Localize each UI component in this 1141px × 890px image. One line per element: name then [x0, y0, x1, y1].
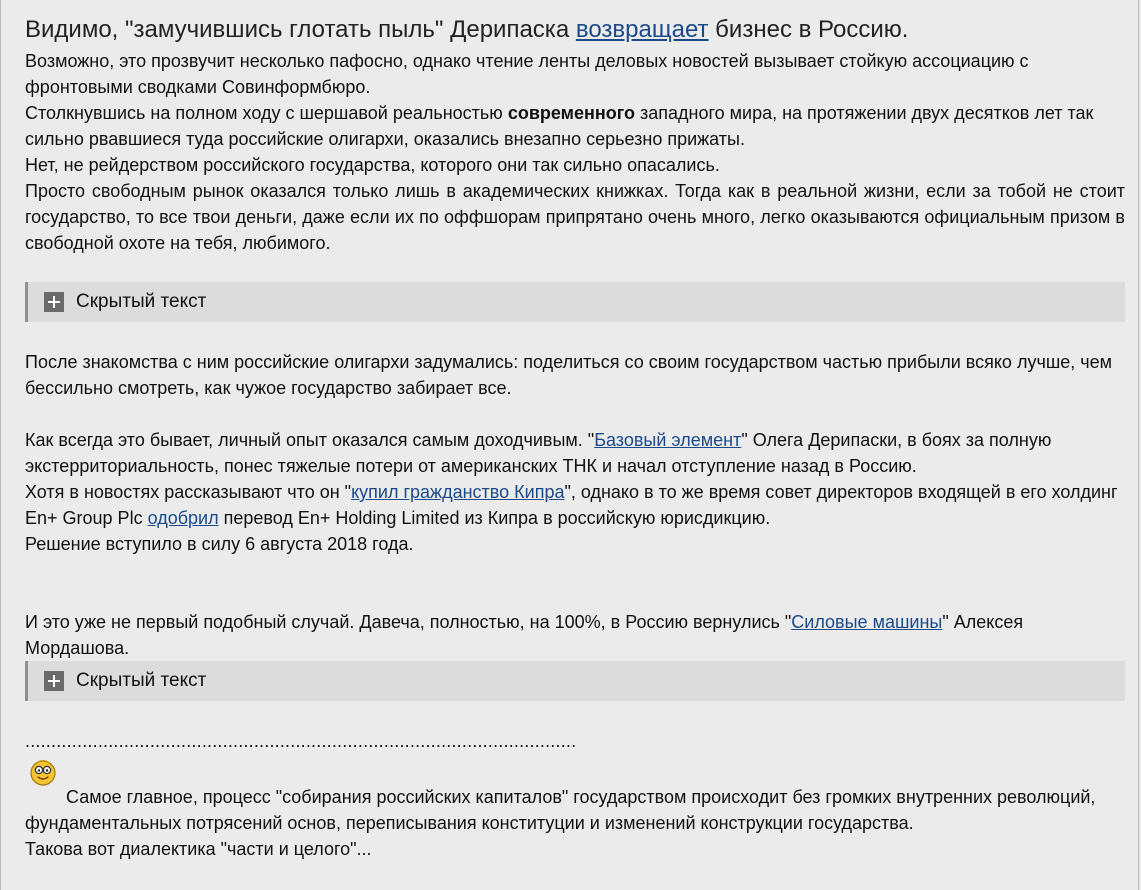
title-text-before: Видимо, "замучившись глотать пыль" Дерипаска — [25, 16, 576, 43]
deripaska-s2-mid: ", однако в то же время совет директоров входящей в его холдинг En+ Group Plc — [25, 482, 1118, 528]
deripaska-s3: Решение вступило в силу 6 августа 2018 года. — [25, 534, 414, 554]
intro-p2-before: Столкнувшись на полном ходу с шершавой реальностью — [25, 103, 508, 123]
spoiler-label[interactable]: Скрытый текст — [76, 291, 207, 312]
spoiler-label[interactable]: Скрытый текст — [76, 670, 207, 691]
mordashov-after: " Алексея Мордашова. — [25, 612, 1024, 658]
title-link-vozvrashchaet[interactable]: возвращает — [575, 16, 709, 43]
paragraph-after-spoiler: После знакомства с ним российские олигархи задумались: поделиться со своим государством частью прибыли всяко лучше, чем бессильно смотреть, как чужое государство забирает все. — [25, 352, 1113, 398]
deripaska-s2-before: Хотя в новостях рассказывают что он " — [25, 482, 352, 502]
link-silovye-mashiny[interactable]: Силовые машины — [791, 612, 943, 632]
intro-paragraph-3: Нет, не рейдерством российского государства, которого они так сильно опасались. — [25, 155, 720, 175]
intro-paragraph-4: Просто свободным рынок оказался только лишь в академических книжках. Тогда как в реальной жизни, если за тобой не стоит государство, то все твои деньги, даже если их по оффшорам припрятано очень много, легко оказываются официальным призом в свободной охоте на тебя, любимого. — [25, 181, 1125, 253]
link-bazovyi-element[interactable]: Базовый элемент — [594, 430, 742, 450]
dotted-separator: .......................................................................................................... — [25, 731, 577, 751]
final-p2: Такова вот диалектика "части и целого"... — [25, 839, 372, 859]
plus-icon[interactable] — [44, 292, 64, 312]
plus-icon[interactable] — [44, 671, 64, 691]
deripaska-s1-after: " Олега Дерипаски, в боях за полную экстерриториальность, понес тяжелые потери от американских ТНК и начал отступление назад в Россию. — [25, 430, 1052, 476]
spoiler-hidden-text-1[interactable] — [25, 282, 1125, 322]
mordashov-before: И это уже не первый подобный случай. Давеча, полностью, на 100%, в Россию вернулись " — [25, 612, 792, 632]
final-p1: Самое главное, процесс "собирания российских капиталов" государством происходит без громких внутренних революций, фундаментальных потрясений основ, переписывания конституции и изменений конструкции государства. — [25, 787, 1096, 833]
intro-paragraph-2 — [25, 100, 1125, 152]
link-odobril[interactable]: одобрил — [147, 508, 219, 528]
deripaska-s1-before: Как всегда это бывает, личный опыт оказался самым доходчивым. " — [25, 430, 595, 450]
intro-p2-bold: современного — [507, 103, 635, 123]
link-kupil-grazhdanstvo[interactable]: купил гражданство Кипра — [351, 482, 565, 502]
smiley-glasses-icon — [29, 758, 57, 786]
spoiler-hidden-text-2[interactable] — [25, 661, 1125, 701]
deripaska-s2-after: перевод En+ Holding Limited из Кипра в российскую юрисдикцию. — [218, 508, 771, 528]
post-title — [25, 14, 908, 46]
intro-paragraph-1: Возможно, это прозвучит несколько пафосно, однако чтение ленты деловых новостей вызывает стойкую ассоциацию с фронтовыми сводками Совинформбюро. — [25, 51, 1029, 97]
paragraph-mordashov — [25, 609, 1125, 661]
paragraph-deripaska — [25, 427, 1125, 557]
final-paragraph — [25, 784, 1125, 862]
intro-p2-after: западного мира, на протяжении двух десятков лет так сильно рвавшиеся туда российские олигархи, оказались внезапно серьезно прижаты. — [25, 103, 1094, 149]
title-text-after: бизнес в Россию. — [708, 16, 909, 43]
